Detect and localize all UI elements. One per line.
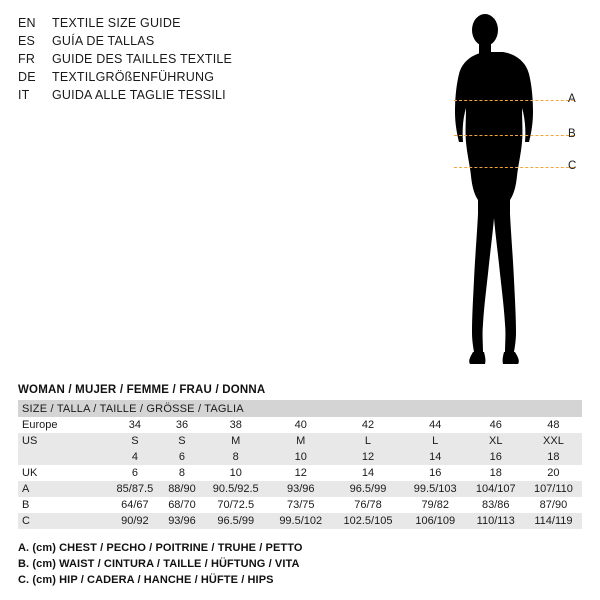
row-label: Europe xyxy=(18,417,108,433)
cell: 46 xyxy=(467,417,525,433)
row-label xyxy=(18,449,108,465)
cell: L xyxy=(332,433,404,449)
measure-label-a: A xyxy=(568,93,576,105)
cell: 4 xyxy=(108,449,162,465)
cell: 16 xyxy=(404,465,467,481)
table-row xyxy=(18,513,582,529)
cell: 64/67 xyxy=(108,497,162,513)
cell: 70/72.5 xyxy=(202,497,269,513)
row-label: UK xyxy=(18,465,108,481)
table-row xyxy=(18,465,582,481)
row-label: B xyxy=(18,497,108,513)
cell: XL xyxy=(467,433,525,449)
language-row-fr xyxy=(18,52,348,70)
cell: 12 xyxy=(269,465,332,481)
cell: 42 xyxy=(332,417,404,433)
cell: 87/90 xyxy=(525,497,582,513)
language-code: EN xyxy=(18,16,36,30)
cell: 14 xyxy=(332,465,404,481)
size-table xyxy=(18,400,582,529)
language-row-it xyxy=(18,88,348,106)
language-list xyxy=(18,16,348,106)
language-code: FR xyxy=(18,52,36,66)
row-label: C xyxy=(18,513,108,529)
row-label: US xyxy=(18,433,108,449)
cell: 48 xyxy=(525,417,582,433)
cell: 90.5/92.5 xyxy=(202,481,269,497)
cell: 18 xyxy=(525,449,582,465)
language-code: IT xyxy=(18,88,30,102)
cell: XXL xyxy=(525,433,582,449)
cell: 34 xyxy=(108,417,162,433)
measure-line-c xyxy=(454,167,574,168)
language-code: ES xyxy=(18,34,36,48)
cell: 99.5/103 xyxy=(404,481,467,497)
woman-silhouette-icon xyxy=(430,8,590,368)
table-row xyxy=(18,497,582,513)
cell: S xyxy=(162,433,202,449)
measurement-notes xyxy=(18,540,582,588)
cell: 36 xyxy=(162,417,202,433)
cell: 8 xyxy=(162,465,202,481)
cell: 20 xyxy=(525,465,582,481)
cell: 10 xyxy=(202,465,269,481)
female-body-figure xyxy=(430,8,590,368)
language-title: GUIDA ALLE TAGLIE TESSILI xyxy=(52,88,226,102)
note-hip: C. (cm) HIP / CADERA / HANCHE / HÜFTE / HIPS xyxy=(18,574,274,586)
cell: 93/96 xyxy=(162,513,202,529)
cell: 107/110 xyxy=(525,481,582,497)
cell: 76/78 xyxy=(332,497,404,513)
language-title: TEXTILGRÖßENFÜHRUNG xyxy=(52,70,215,84)
cell: 14 xyxy=(404,449,467,465)
row-label: A xyxy=(18,481,108,497)
cell: 10 xyxy=(269,449,332,465)
cell: 6 xyxy=(162,449,202,465)
cell: 68/70 xyxy=(162,497,202,513)
cell: 44 xyxy=(404,417,467,433)
cell: 99.5/102 xyxy=(269,513,332,529)
cell: 6 xyxy=(108,465,162,481)
cell: M xyxy=(202,433,269,449)
cell: M xyxy=(269,433,332,449)
cell: 79/82 xyxy=(404,497,467,513)
measure-label-c: C xyxy=(568,160,577,172)
table-header-row xyxy=(18,400,582,417)
cell: 104/107 xyxy=(467,481,525,497)
cell: 102.5/105 xyxy=(332,513,404,529)
gender-header: WOMAN / MUJER / FEMME / FRAU / DONNA xyxy=(18,384,266,396)
measure-label-b: B xyxy=(568,128,576,140)
cell: 18 xyxy=(467,465,525,481)
table-row xyxy=(18,417,582,433)
cell: 73/75 xyxy=(269,497,332,513)
cell: 12 xyxy=(332,449,404,465)
cell: 85/87.5 xyxy=(108,481,162,497)
measure-line-a xyxy=(454,100,574,101)
note-waist: B. (cm) WAIST / CINTURA / TAILLE / HÜFTUNG / VITA xyxy=(18,558,300,570)
cell: S xyxy=(108,433,162,449)
language-title: TEXTILE SIZE GUIDE xyxy=(52,16,181,30)
language-title: GUIDE DES TAILLES TEXTILE xyxy=(52,52,233,66)
cell: 88/90 xyxy=(162,481,202,497)
language-row-de xyxy=(18,70,348,88)
measure-line-b xyxy=(454,135,574,136)
cell: 93/96 xyxy=(269,481,332,497)
cell: 110/113 xyxy=(467,513,525,529)
cell: 40 xyxy=(269,417,332,433)
table-row xyxy=(18,433,582,449)
cell: 83/86 xyxy=(467,497,525,513)
cell: 38 xyxy=(202,417,269,433)
language-code: DE xyxy=(18,70,36,84)
table-column-header: SIZE / TALLA / TAILLE / GRÖSSE / TAGLIA xyxy=(18,400,582,417)
cell: 96.5/99 xyxy=(332,481,404,497)
language-row-es xyxy=(18,34,348,52)
note-chest: A. (cm) CHEST / PECHO / POITRINE / TRUHE / PETTO xyxy=(18,542,303,554)
size-table-section xyxy=(18,384,582,529)
cell: L xyxy=(404,433,467,449)
cell: 96.5/99 xyxy=(202,513,269,529)
cell: 8 xyxy=(202,449,269,465)
cell: 90/92 xyxy=(108,513,162,529)
cell: 106/109 xyxy=(404,513,467,529)
language-row-en xyxy=(18,16,348,34)
cell: 114/119 xyxy=(525,513,582,529)
table-row xyxy=(18,481,582,497)
language-title: GUÍA DE TALLAS xyxy=(52,34,155,48)
table-row xyxy=(18,449,582,465)
cell: 16 xyxy=(467,449,525,465)
